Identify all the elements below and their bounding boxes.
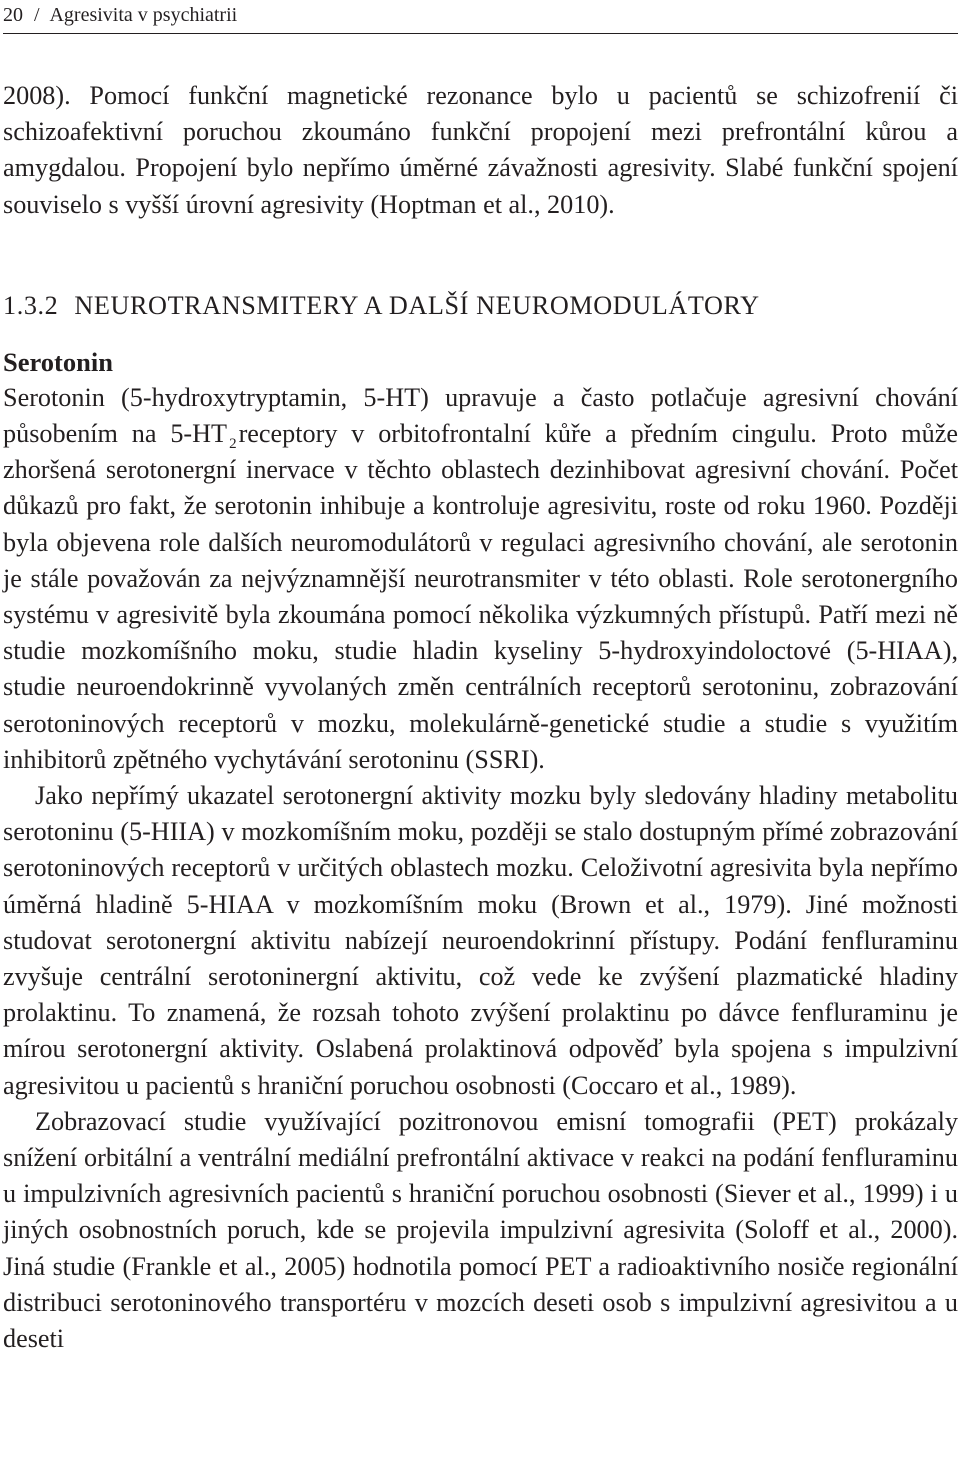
page-body bbox=[3, 78, 958, 1357]
receptor-subscript: 2 bbox=[229, 436, 237, 453]
intro-paragraph: 2008). Pomocí funkční magnetické rezonance bylo u pacientů se schizofrenií či schizoafektivní poruchou zkoumáno funkční propojení mezi prefrontální kůrou a amygdalou. Propojení bylo nepřímo úměrné závažnosti agresivity. Slabé funkční spojení souviselo s vyšší úrovní agresivity (Hoptman et al., 2010). bbox=[3, 81, 958, 219]
section-title: NEUROTRANSMITERY A DALŠÍ NEUROMODULÁTORY bbox=[74, 290, 760, 320]
section-number: 1.3.2 bbox=[3, 290, 59, 320]
running-title: Agresivita v psychiatrii bbox=[49, 4, 238, 26]
paragraph-1-part-a: Serotonin (5-hydroxytryptamin, 5-HT) upravuje a často potlačuje agresivní chování působením na 5-HT bbox=[3, 382, 958, 449]
page-number: 20 bbox=[3, 4, 23, 26]
running-header bbox=[3, 0, 958, 34]
header-separator: / bbox=[34, 4, 40, 26]
paragraph-1-part-b: receptory v orbitofrontalní kůře a předním cingulu. Proto může zhoršená serotonergní inervace v těchto oblastech dezinhibovat agresivní chování. Počet důkazů pro fakt, že serotonin inhibuje a kontroluje agresivitu, roste od roku 1960. Později byla objevena role dalších neuromodulátorů v regulaci agresivního chování, ale serotonin je stále považován za nejvýznamnější neurotransmiter v této oblasti. Role serotonergního systému v agresivitě byla zkoumána pomocí několika výzkumných přístupů. Patří mezi ně studie mozkomíšního moku, studie hladin kyseliny 5-hydroxyindoloctové (5-HIAA), studie neuroendokrinně vyvolaných změn centrálních receptorů serotoninu, zobrazování serotoninových receptorů v mozku, molekulárně-genetické studie a studie s využitím inhibitorů zpětného vychytávání serotoninu (SSRI). bbox=[3, 419, 958, 774]
paragraph-imaging: Zobrazovací studie využívající pozitronovou emisní tomografii (PET) prokázaly snížení orbitální a ventrální mediální prefrontální aktivace v reakci na podání fenfluraminu u impulzivních agresivních pacientů s hraniční poruchou osobnosti (Siever et al., 1999) i u jiných osobnostních poruch, kde se projevila impulzivní agresivita (Soloff et al., 2000). Jiná studie (Frankle et al., 2005) hodnotila pomocí PET a radioaktivního nosiče regionální distribuci serotoninového transportéru v mozcích deseti osob s impulzivní agresivitou a u deseti bbox=[3, 1106, 958, 1354]
section-heading bbox=[3, 288, 958, 324]
paragraph-serotonin-intro bbox=[3, 380, 958, 778]
subsection-heading: Serotonin bbox=[3, 346, 113, 377]
paragraph-metabolite: Jako nepřímý ukazatel serotonergní aktivity mozku byly sledovány hladiny metabolitu serotoninu (5-HIIA) v mozkomíšním moku, později se stalo dostupným přímé zobrazování serotoninových receptorů v určitých oblastech mozku. Celoživotní agresivita byla nepřímo úměrná hladině 5-HIAA v mozkomíšním moku (Brown et al., 1979). Jiné možnosti studovat serotonergní aktivitu nabízejí neuroendokrinní přístupy. Podání fenfluraminu zvyšuje centrální serotoninergní aktivitu, což vede ke zvýšení plazmatické hladiny prolaktinu. To znamená, že rozsah tohoto zvýšení prolaktinu po dávce fenfluraminu je mírou serotonergní aktivity. Oslabená prolaktinová odpověď byla spojena s impulzivní agresivitou u pacientů s hraniční poruchou osobnosti (Coccaro et al., 1989). bbox=[3, 781, 958, 1100]
